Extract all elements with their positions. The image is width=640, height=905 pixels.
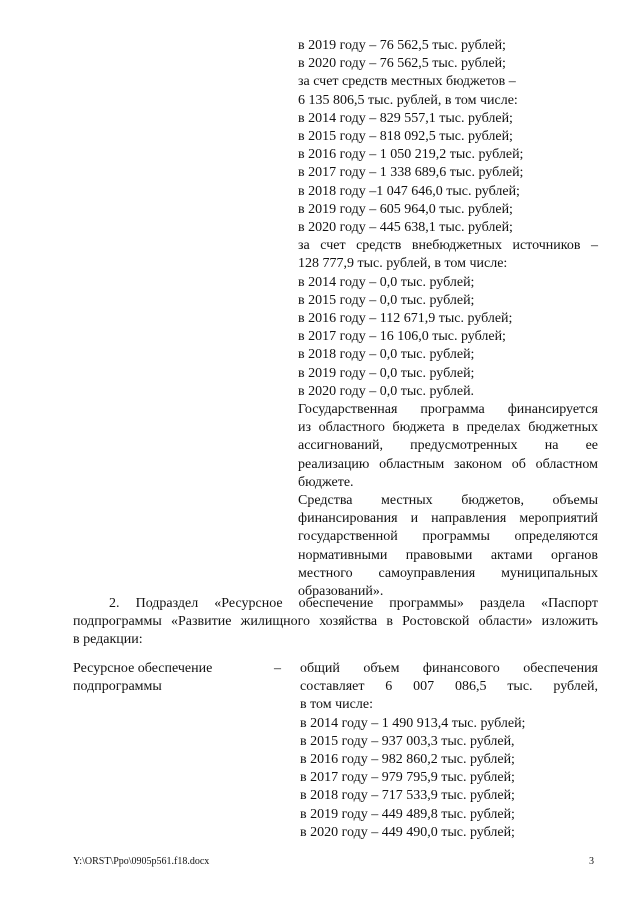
funding-line: в 2016 году – 112 671,9 тыс. рублей; xyxy=(298,311,513,327)
paragraph-line: государственной программы определяются xyxy=(298,529,598,545)
resource-label xyxy=(73,660,253,696)
footer-file-path: Y:\ORST\Ppo\0905p561.f18.docx xyxy=(73,856,210,867)
resource-line: в 2014 году – 1 490 913,4 тыс. рублей; xyxy=(300,715,526,731)
section-2-paragraph xyxy=(73,595,598,649)
funding-line: за счет средств местных бюджетов – xyxy=(298,74,516,90)
funding-line: 6 135 806,5 тыс. рублей, в том числе: xyxy=(298,92,518,108)
funding-line: в 2015 году – 0,0 тыс. рублей; xyxy=(298,292,475,308)
paragraph-line: Государственная программа финансируется xyxy=(298,402,598,418)
page-number: 3 xyxy=(589,856,594,867)
paragraph-line: финансирования и направления мероприятий xyxy=(298,511,598,527)
resource-total-line: составляет 6 007 086,5 тыс. рублей, xyxy=(300,679,598,695)
resource-column xyxy=(300,660,598,842)
paragraph-line: реализацию областным законом об областном xyxy=(298,456,598,472)
paragraph-line: 2. Подраздел «Ресурсное обеспечение программы» раздела «Паспорт xyxy=(109,596,598,611)
paragraph-line: образований». xyxy=(298,584,384,600)
paragraph-line: из областного бюджета в пределах бюджетных xyxy=(298,420,598,436)
funding-line: в 2020 году – 76 562,5 тыс. рублей; xyxy=(298,56,506,72)
paragraph-line: в редакции: xyxy=(73,632,143,647)
resource-total-line: общий объем финансового обеспечения xyxy=(300,661,598,676)
resource-line: в 2018 году – 717 533,9 тыс. рублей; xyxy=(300,788,515,804)
resource-line: в 2015 году – 937 003,3 тыс. рублей, xyxy=(300,733,515,749)
resource-line: в 2019 году – 449 489,8 тыс. рублей; xyxy=(300,806,515,822)
paragraph-line: местного самоуправления муниципальных xyxy=(298,565,598,581)
funding-line: в 2018 году –1 047 646,0 тыс. рублей; xyxy=(298,183,520,199)
funding-line: в 2018 году – 0,0 тыс. рублей; xyxy=(298,347,475,363)
local-budgets-paragraph xyxy=(298,492,598,601)
funding-line: в 2017 году – 1 338 689,6 тыс. рублей; xyxy=(298,165,524,181)
resource-label-line: подпрограммы xyxy=(73,679,162,694)
funding-line: в 2017 году – 16 106,0 тыс. рублей; xyxy=(298,329,506,345)
funding-line: в 2019 году – 605 964,0 тыс. рублей; xyxy=(298,201,513,217)
funding-line: в 2014 году – 0,0 тыс. рублей; xyxy=(298,274,475,290)
paragraph-line: бюджете. xyxy=(298,474,354,490)
extrabudget-line: за счет средств внебюджетных источников – xyxy=(298,238,598,254)
funding-line: в 2019 году – 0,0 тыс. рублей; xyxy=(298,365,475,381)
gp-financing-paragraph xyxy=(298,401,598,492)
paragraph-line: ассигнований, предусмотренных на ее xyxy=(298,438,598,454)
resource-label-line: Ресурсное обеспечение xyxy=(73,661,213,676)
funding-line: 128 777,9 тыс. рублей, в том числе: xyxy=(298,256,508,272)
resource-line: в том числе: xyxy=(300,697,373,713)
resource-dash: – xyxy=(274,661,281,676)
paragraph-line: подпрограммы «Развитие жилищного хозяйства в Ростовской области» изложить xyxy=(73,614,598,629)
resource-line: в 2017 году – 979 795,9 тыс. рублей; xyxy=(300,770,515,786)
funding-line: в 2016 году – 1 050 219,2 тыс. рублей; xyxy=(298,147,524,163)
resource-line: в 2020 году – 449 490,0 тыс. рублей; xyxy=(300,824,515,840)
resource-line: в 2016 году – 982 860,2 тыс. рублей; xyxy=(300,752,515,768)
funding-line: в 2019 году – 76 562,5 тыс. рублей; xyxy=(298,38,506,53)
funding-column xyxy=(298,37,598,601)
funding-line: в 2020 году – 445 638,1 тыс. рублей; xyxy=(298,220,513,236)
funding-line: в 2015 году – 818 092,5 тыс. рублей; xyxy=(298,129,513,145)
funding-line: в 2014 году – 829 557,1 тыс. рублей; xyxy=(298,110,513,126)
paragraph-line: Средства местных бюджетов, объемы xyxy=(298,493,598,509)
paragraph-line: нормативными правовыми актами органов xyxy=(298,547,598,563)
extrabudget-heading xyxy=(298,237,598,255)
funding-line: в 2020 году – 0,0 тыс. рублей. xyxy=(298,383,475,399)
